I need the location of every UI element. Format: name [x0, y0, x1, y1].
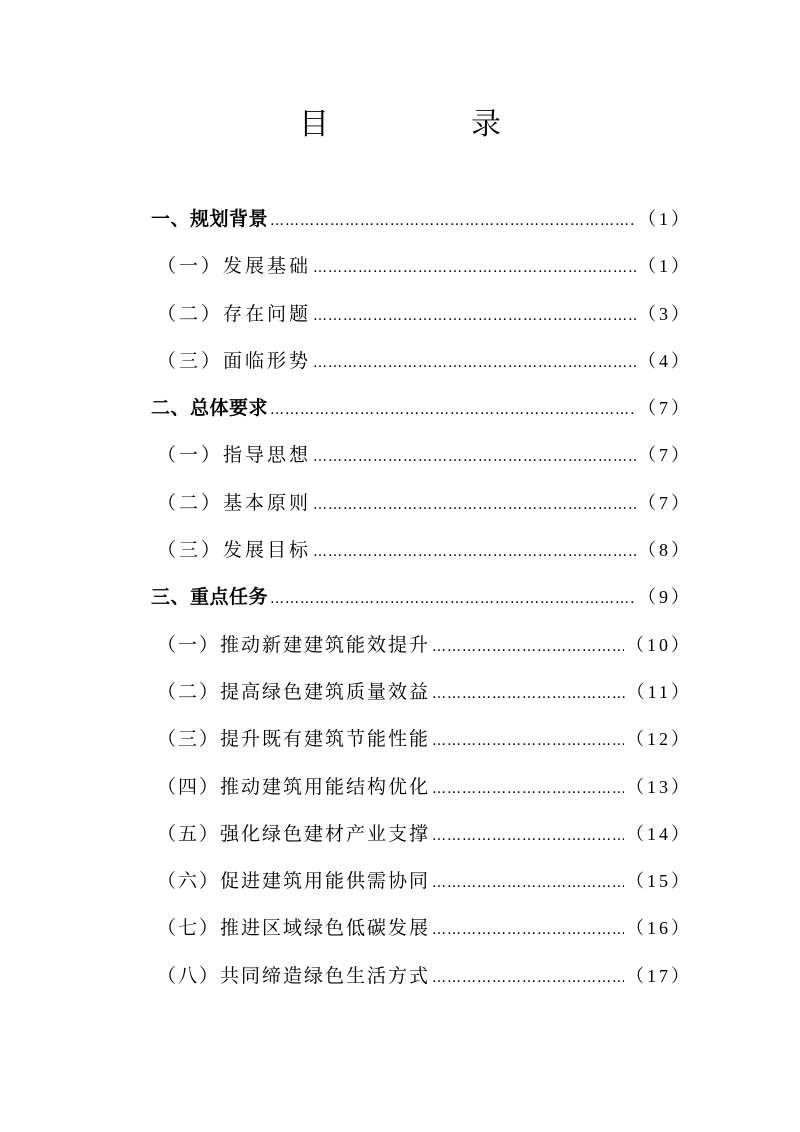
dot-leader	[432, 671, 625, 718]
toc-entry-page: （8）	[638, 540, 692, 561]
dot-leader	[432, 766, 624, 813]
dot-leader	[313, 434, 636, 481]
toc-entry-page: （15）	[626, 871, 692, 892]
dot-leader	[432, 860, 624, 907]
toc-entry-label: （五）强化绿色建材产业支撑	[157, 822, 431, 845]
toc-entry-label: 三、重点任务	[151, 586, 269, 609]
toc-entry-label: （三）面临形势	[157, 349, 312, 372]
dot-leader	[270, 387, 636, 434]
toc-entry-label: （一）推动新建建筑能效提升	[157, 633, 431, 656]
dot-leader	[270, 198, 636, 245]
toc-entry-label: （一）指导思想	[157, 444, 312, 467]
dot-leader	[432, 907, 624, 954]
dot-leader	[313, 482, 636, 529]
toc-entry-subsection[interactable]	[151, 905, 692, 952]
toc-entry-subsection[interactable]	[151, 527, 692, 574]
toc-entry-subsection[interactable]	[151, 243, 692, 290]
toc-entry-page: （14）	[626, 823, 692, 844]
toc-entry-label: （三）提升既有建筑节能性能	[157, 728, 431, 751]
toc-entry-section-1[interactable]	[151, 196, 692, 243]
toc-entry-page: （10）	[626, 634, 692, 655]
toc-entry-subsection[interactable]	[151, 811, 692, 858]
toc-entry-subsection[interactable]	[151, 669, 692, 716]
toc-entry-page: （11）	[626, 681, 692, 702]
dot-leader	[432, 955, 624, 1002]
dot-leader	[313, 340, 636, 387]
toc-entry-subsection[interactable]	[151, 622, 692, 669]
toc-entry-label: （八）共同缔造绿色生活方式	[157, 964, 431, 987]
toc-entry-page: （9）	[638, 587, 692, 608]
toc-entry-subsection[interactable]	[151, 338, 692, 385]
dot-leader	[313, 529, 636, 576]
toc-entry-subsection[interactable]	[151, 291, 692, 338]
toc-entry-page: （3）	[638, 303, 692, 324]
toc-entry-label: 二、总体要求	[151, 397, 269, 420]
dot-leader	[313, 245, 636, 292]
dot-leader	[432, 813, 624, 860]
toc-entry-label: 一、规划背景	[151, 208, 269, 230]
toc-entry-label: （二）基本原则	[157, 491, 312, 514]
toc-title: 目 录	[299, 107, 557, 142]
toc-entry-page: （7）	[638, 445, 692, 466]
toc-entry-page: （12）	[626, 729, 692, 750]
toc-entry-page: （16）	[626, 918, 692, 939]
toc-entry-section-2[interactable]	[151, 385, 692, 432]
toc-entry-page: （1）	[638, 256, 692, 277]
toc-entry-subsection[interactable]	[151, 858, 692, 905]
toc-entry-subsection[interactable]	[151, 953, 692, 1000]
dot-leader	[432, 718, 624, 765]
toc-entry-label: （六）促进建筑用能供需协同	[157, 870, 431, 893]
toc-entry-subsection[interactable]	[151, 716, 692, 763]
dot-leader	[270, 576, 636, 623]
dot-leader	[313, 293, 636, 340]
toc-entry-page: （1）	[638, 209, 692, 229]
toc-entry-subsection[interactable]	[151, 480, 692, 527]
dot-leader	[432, 624, 624, 671]
toc-entry-page: （17）	[626, 965, 692, 986]
toc-entry-page: （4）	[638, 350, 692, 371]
toc-entry-subsection[interactable]	[151, 764, 692, 811]
toc-list	[151, 196, 692, 1000]
toc-entry-label: （二）存在问题	[157, 302, 312, 325]
toc-entry-label: （四）推动建筑用能结构优化	[157, 775, 431, 798]
toc-entry-label: （三）发展目标	[157, 539, 312, 562]
toc-entry-section-3[interactable]	[151, 574, 692, 621]
toc-entry-page: （7）	[638, 398, 692, 419]
toc-entry-label: （七）推进区域绿色低碳发展	[157, 917, 431, 940]
toc-entry-page: （7）	[638, 492, 692, 513]
toc-entry-label: （一）发展基础	[157, 255, 312, 278]
toc-entry-subsection[interactable]	[151, 432, 692, 479]
toc-entry-label: （二）提高绿色建筑质量效益	[157, 680, 431, 703]
toc-entry-page: （13）	[626, 776, 692, 797]
